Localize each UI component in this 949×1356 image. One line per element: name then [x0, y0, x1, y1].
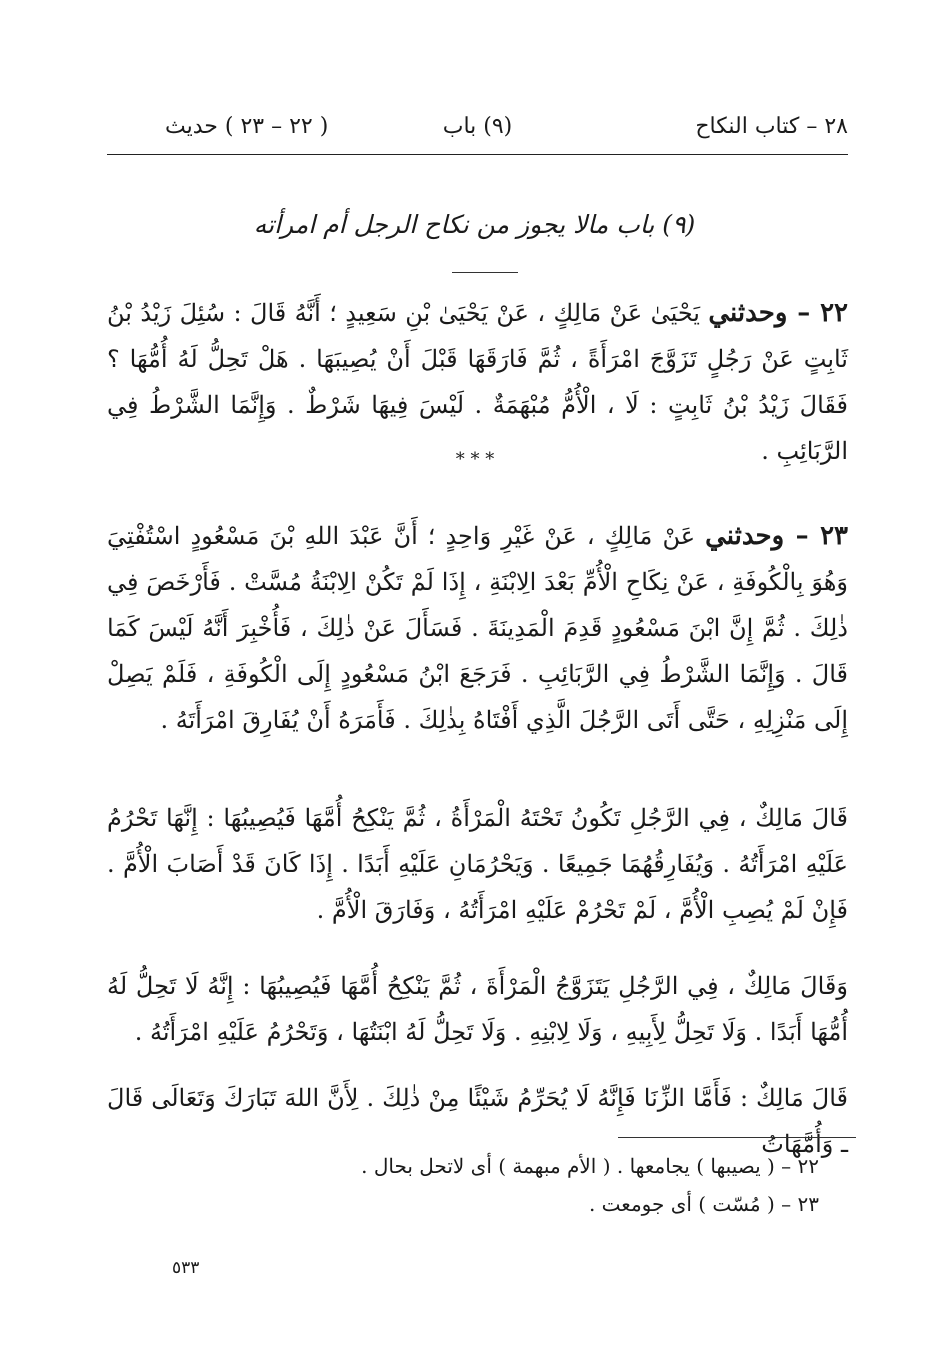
hadith-23 — [107, 513, 848, 743]
page-number: ٥٣٣ — [172, 1258, 200, 1278]
malik-statement-3: قَالَ مَالِكٌ : فَأَمَّا الزِّنَا فَإِنَّهُ لَا يُحَرِّمُ شَيْئًا مِنْ ذٰلِكَ . لِأَنَّ اللهَ تَبَارَكَ وَتَعَالَى قَالَ ـ وَأُمَّهَاتُ — [107, 1084, 848, 1158]
malik-statement-1: قَالَ مَالِكٌ ، فِي الرَّجُلِ تَكُونُ تَحْتَهُ الْمَرْأَةُ ، ثُمَّ يَنْكِحُ أُمَّهَا فَيُصِيبُهَا : إِنَّهَا تَحْرُمُ عَلَيْهِ امْرَأَتُهُ . وَيُفَارِقُهُمَا جَمِيعًا . وَيَحْرُمَانِ عَلَيْهِ أَبَدًا . إِذَا كَانَ قَدْ أَصَابَ الْأُمَّ . فَإِنْ لَمْ يُصِبِ الْأُمَّ ، لَمْ تَحْرُمْ عَلَيْهِ امْرَأَتُهُ ، وَفَارَقَ الْأُمَّ . — [107, 804, 848, 924]
separator-stars: * * * — [455, 449, 495, 470]
running-header — [107, 108, 848, 155]
header-chapter: (٩) باب — [442, 114, 513, 139]
hadith-23-number: ٢٣ – وحدثني — [705, 521, 848, 551]
malik-statement-2: وَقَالَ مَالِكٌ ، فِي الرَّجُلِ يَتَزَوَّجُ الْمَرْأَةَ ، ثُمَّ يَنْكِحُ أُمَّهَا فَيُصِيبُهَا : إِنَّهُ لَا تَحِلُّ لَهُ أُمُّهَا أَبَدًا . وَلَا تَحِلُّ لِأَبِيهِ ، وَلَا لِابْنِهِ . وَلَا تَحِلُّ لَهُ ابْنَتُهَا ، وَتَحْرُمُ عَلَيْهِ امْرَأَتُهُ . — [107, 972, 848, 1046]
hadith-22 — [107, 290, 848, 474]
header-book-title: ٢٨ – كتاب النكاح — [695, 114, 848, 139]
title-rule — [452, 272, 518, 273]
footnote-rule — [618, 1137, 856, 1138]
header-hadith-range: ( ٢٢ – ٢٣ ) حديث — [165, 114, 329, 139]
chapter-title: (٩) باب مالا يجوز من نكاح الرجل أم امرأته — [253, 210, 696, 239]
hadith-23-text: عَنْ مَالِكٍ ، عَنْ غَيْرِ وَاحِدٍ ؛ أَنَّ عَبْدَ اللهِ بْنَ مَسْعُودٍ اسْتُفْتِيَ وَهُوَ بِالْكُوفَةِ ، عَنْ نِكَاحِ الْأُمِّ بَعْدَ الِابْنَةِ ، إِذَا لَمْ تَكُنْ الِابْنَةُ مُسَّتْ . فَأَرْخَصَ فِي ذٰلِكَ . ثُمَّ إِنَّ ابْنَ مَسْعُودٍ قَدِمَ الْمَدِينَةَ . فَسَأَلَ عَنْ ذٰلِكَ ، فَأُخْبِرَ أَنَّهُ لَيْسَ كَمَا قَالَ . وَإِنَّمَا الشَّرْطُ فِي الرَّبَائِبِ . فَرَجَعَ ابْنُ مَسْعُودٍ إِلَى الْكُوفَةِ ، فَلَمْ يَصِلْ إِلَى مَنْزِلِهِ ، حَتَّى أَتَى الرَّجُلَ الَّذِي أَفْتَاهُ بِذٰلِكَ . فَأَمَرَهُ أَنْ يُفَارِقَ امْرَأَتَهُ . — [107, 522, 848, 734]
footnote-22: ٢٢ – ( يصيبها ) يجامعها . ( الأم مبهمة ) أى لاتحل بحال . — [361, 1154, 819, 1178]
hadith-22-text: يَحْيَىٰ عَنْ مَالِكٍ ، عَنْ يَحْيَىٰ بْنِ سَعِيدٍ ؛ أَنَّهُ قَالَ : سُئِلَ زَيْدُ بْنُ ثَابِتٍ عَنْ رَجُلٍ تَزَوَّجَ امْرَأَةً ، ثُمَّ فَارَقَهَا قَبْلَ أَنْ يُصِيبَهَا . هَلْ تَحِلُّ لَهُ أُمُّهَا ؟ فَقَالَ زَيْدُ بْنُ ثَابِتٍ : لَا ، الْأُمُّ مُبْهَمَةٌ . لَيْسَ فِيهَا شَرْطٌ . وَإِنَّمَا الشَّرْطُ فِي الرَّبَائِبِ . — [107, 299, 848, 465]
footnote-23: ٢٣ – ( مُسّت ) أى جومعت . — [588, 1192, 819, 1216]
hadith-22-number: ٢٢ – وحدثني — [708, 298, 848, 328]
